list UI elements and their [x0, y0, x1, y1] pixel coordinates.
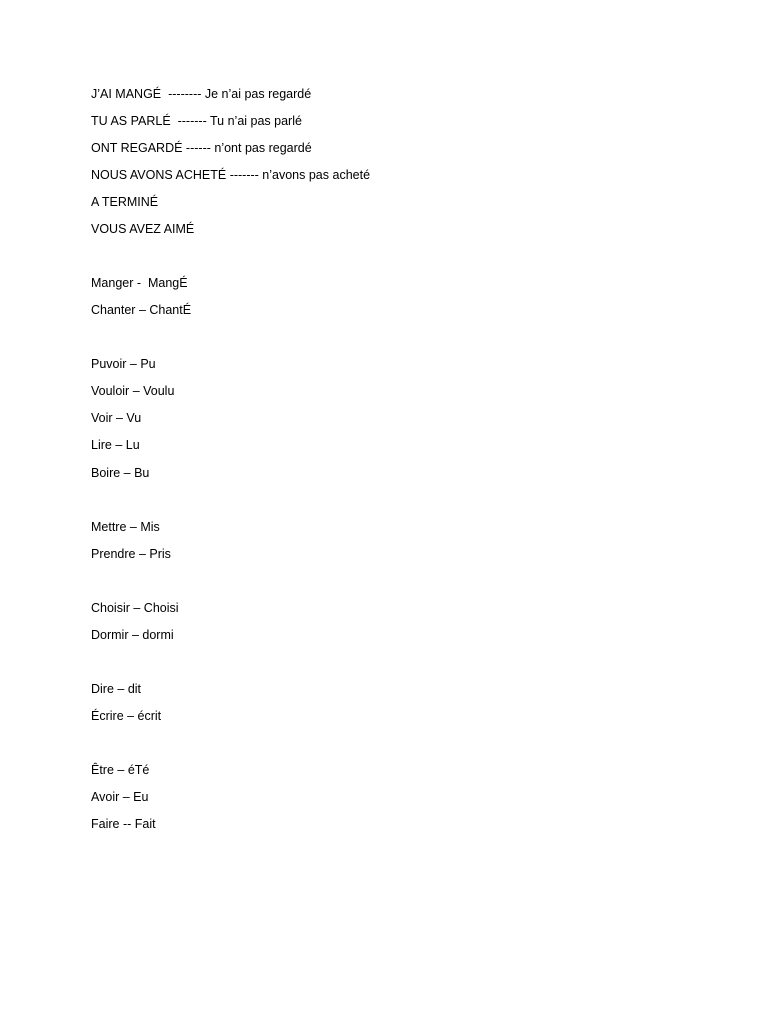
text-line: Écrire – écrit — [91, 709, 162, 723]
text-line: Chanter – ChantÉ — [91, 303, 192, 317]
text-line: Avoir – Eu — [91, 790, 149, 804]
text-line: Boire – Bu — [91, 466, 150, 480]
text-line: J’AI MANGÉ -------- Je n’ai pas regardé — [91, 87, 312, 101]
text-line: Prendre – Pris — [91, 547, 171, 561]
text-line: ONT REGARDÉ ------ n’ont pas regardé — [91, 141, 312, 155]
text-line: Vouloir – Voulu — [91, 384, 175, 398]
text-line: Puvoir – Pu — [91, 357, 156, 371]
text-line: Lire – Lu — [91, 438, 140, 452]
text-line: Choisir – Choisi — [91, 601, 179, 615]
text-line: Mettre – Mis — [91, 520, 160, 534]
text-line: Dire – dit — [91, 682, 142, 696]
text-line: NOUS AVONS ACHETÉ ------- n’avons pas acheté — [91, 168, 371, 182]
text-line: Voir – Vu — [91, 411, 142, 425]
text-line: A TERMINÉ — [91, 195, 159, 209]
text-line: Être – éTé — [91, 763, 150, 777]
text-line: Manger - MangÉ — [91, 276, 188, 290]
text-line: VOUS AVEZ AIMÉ — [91, 222, 195, 236]
text-line: Faire -- Fait — [91, 817, 156, 831]
text-line: Dormir – dormi — [91, 628, 174, 642]
text-line: TU AS PARLÉ ------- Tu n’ai pas parlé — [91, 114, 302, 128]
